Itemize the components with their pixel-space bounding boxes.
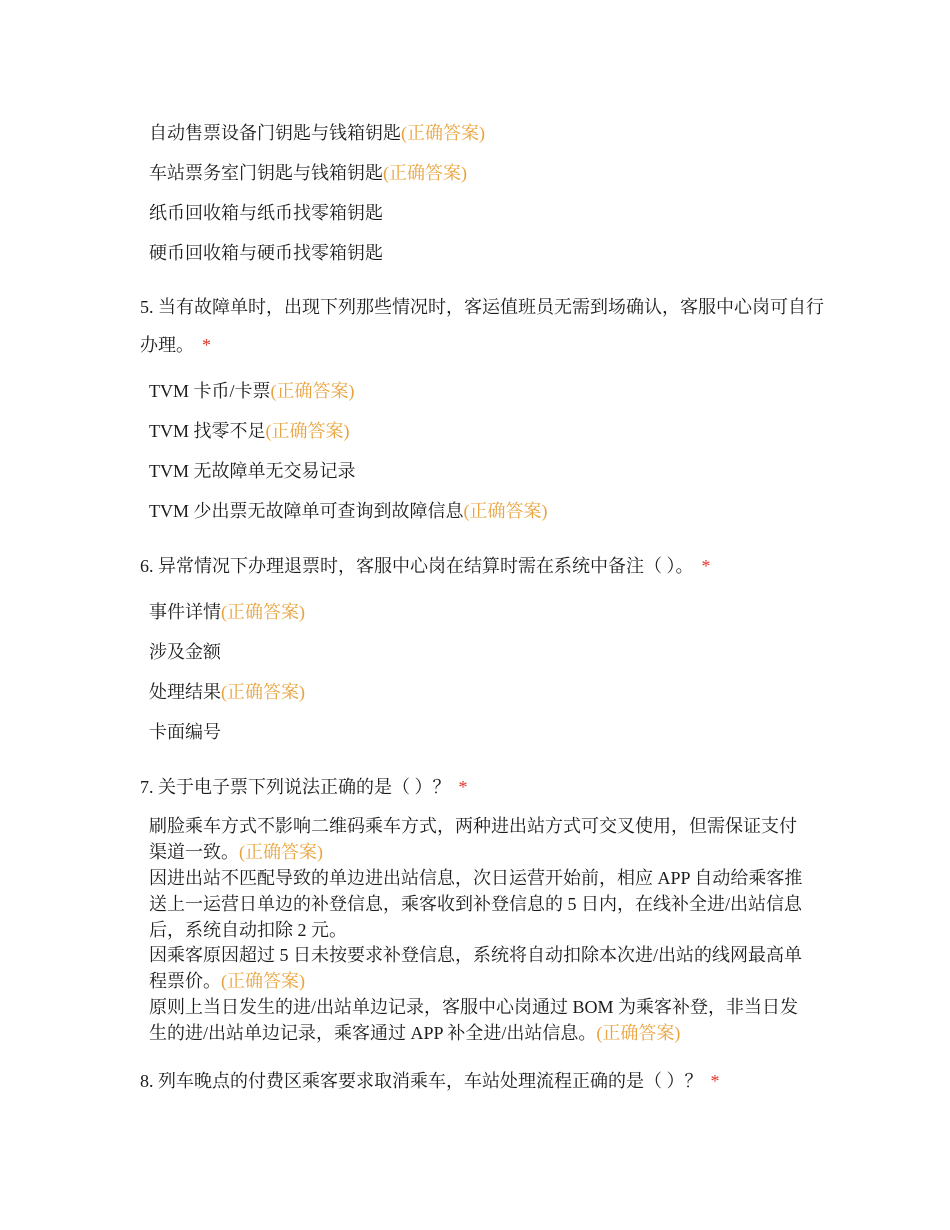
option-text: 事件详情 (149, 602, 221, 622)
q6-option-3[interactable] (149, 679, 305, 705)
correct-answer-label: (正确答案) (239, 842, 323, 862)
option-text: TVM 卡币/卡票 (149, 381, 271, 401)
correct-answer-label: (正确答案) (270, 381, 355, 401)
question-text: 6. 异常情况下办理退票时，客服中心岗在结算时需在系统中备注（ ）。 (140, 556, 694, 576)
option-text: 处理结果 (149, 682, 221, 702)
correct-answer-label: (正确答案) (463, 501, 548, 521)
correct-answer-label: (正确答案) (401, 123, 485, 143)
option-text: 因进出站不匹配导致的单边进出站信息，次日运营开始前，相应 APP 自动给乘客推送上一运营日单边的补登信息，乘客收到补登信息的 5 日内，在线补全进/出站信息后，系统自动扣除 2 元。 (149, 868, 803, 940)
correct-answer-label: (正确答案) (221, 682, 305, 702)
question-text: 8. 列车晚点的付费区乘客要求取消乘车，车站处理流程正确的是（ ）？ (140, 1071, 703, 1091)
correct-answer-label: (正确答案) (221, 602, 305, 622)
correct-answer-label: (正确答案) (596, 1023, 681, 1043)
option-text: 涉及金额 (149, 642, 221, 662)
option-text: 硬币回收箱与硬币找零箱钥匙 (149, 243, 383, 263)
option-text: 原则上当日发生的进/出站单边记录，客服中心岗通过 BOM 为乘客补登，非当日发生的进/出站单边记录，乘客通过 APP 补全进/出站信息。 (149, 997, 799, 1043)
option-text: 纸币回收箱与纸币找零箱钥匙 (149, 203, 383, 223)
required-asterisk: * (710, 1071, 720, 1091)
q4-option-2[interactable] (149, 160, 467, 186)
option-text: 车站票务室门钥匙与钱箱钥匙 (149, 163, 383, 183)
option-text: 刷脸乘车方式不影响二维码乘车方式，两种进出站方式可交叉使用，但需保证支付渠道一致。 (149, 816, 797, 862)
correct-answer-label: (正确答案) (383, 163, 467, 183)
q5-title (140, 288, 830, 364)
option-text: TVM 找零不足 (149, 421, 266, 441)
option-text: 因乘客原因超过 5 日未按要求补登信息，系统将自动扣除本次进/出站的线网最高单程票价。 (149, 945, 802, 991)
q8-title (140, 1062, 830, 1100)
q5-option-1[interactable] (149, 378, 355, 404)
required-asterisk: * (701, 556, 711, 576)
q7-option-4[interactable] (149, 994, 809, 1046)
q4-option-3[interactable] (149, 200, 383, 226)
option-text: 自动售票设备门钥匙与钱箱钥匙 (149, 123, 401, 143)
q6-option-2[interactable] (149, 639, 221, 665)
correct-answer-label: (正确答案) (265, 421, 350, 441)
q4-option-1[interactable] (149, 120, 485, 146)
option-text: 卡面编号 (149, 722, 221, 742)
question-text: 5. 当有故障单时，出现下列那些情况时，客运值班员无需到场确认，客服中心岗可自行办理。 (140, 297, 824, 355)
q7-title (140, 768, 830, 806)
q6-option-1[interactable] (149, 599, 305, 625)
question-text: 7. 关于电子票下列说法正确的是（ ）？ (140, 777, 451, 797)
q5-option-2[interactable] (149, 418, 350, 444)
q6-option-4[interactable] (149, 719, 221, 745)
q5-option-3[interactable] (149, 458, 356, 484)
q7-option-2[interactable] (149, 865, 809, 943)
option-text: TVM 少出票无故障单可查询到故障信息 (149, 501, 464, 521)
q4-option-4[interactable] (149, 240, 383, 266)
option-text: TVM 无故障单无交易记录 (149, 461, 356, 481)
q6-title (140, 547, 830, 585)
q7-option-3[interactable] (149, 942, 809, 994)
correct-answer-label: (正确答案) (221, 971, 305, 991)
required-asterisk: * (458, 777, 468, 797)
q5-option-4[interactable] (149, 498, 548, 524)
required-asterisk: * (202, 335, 211, 355)
q7-option-1[interactable] (149, 813, 809, 865)
